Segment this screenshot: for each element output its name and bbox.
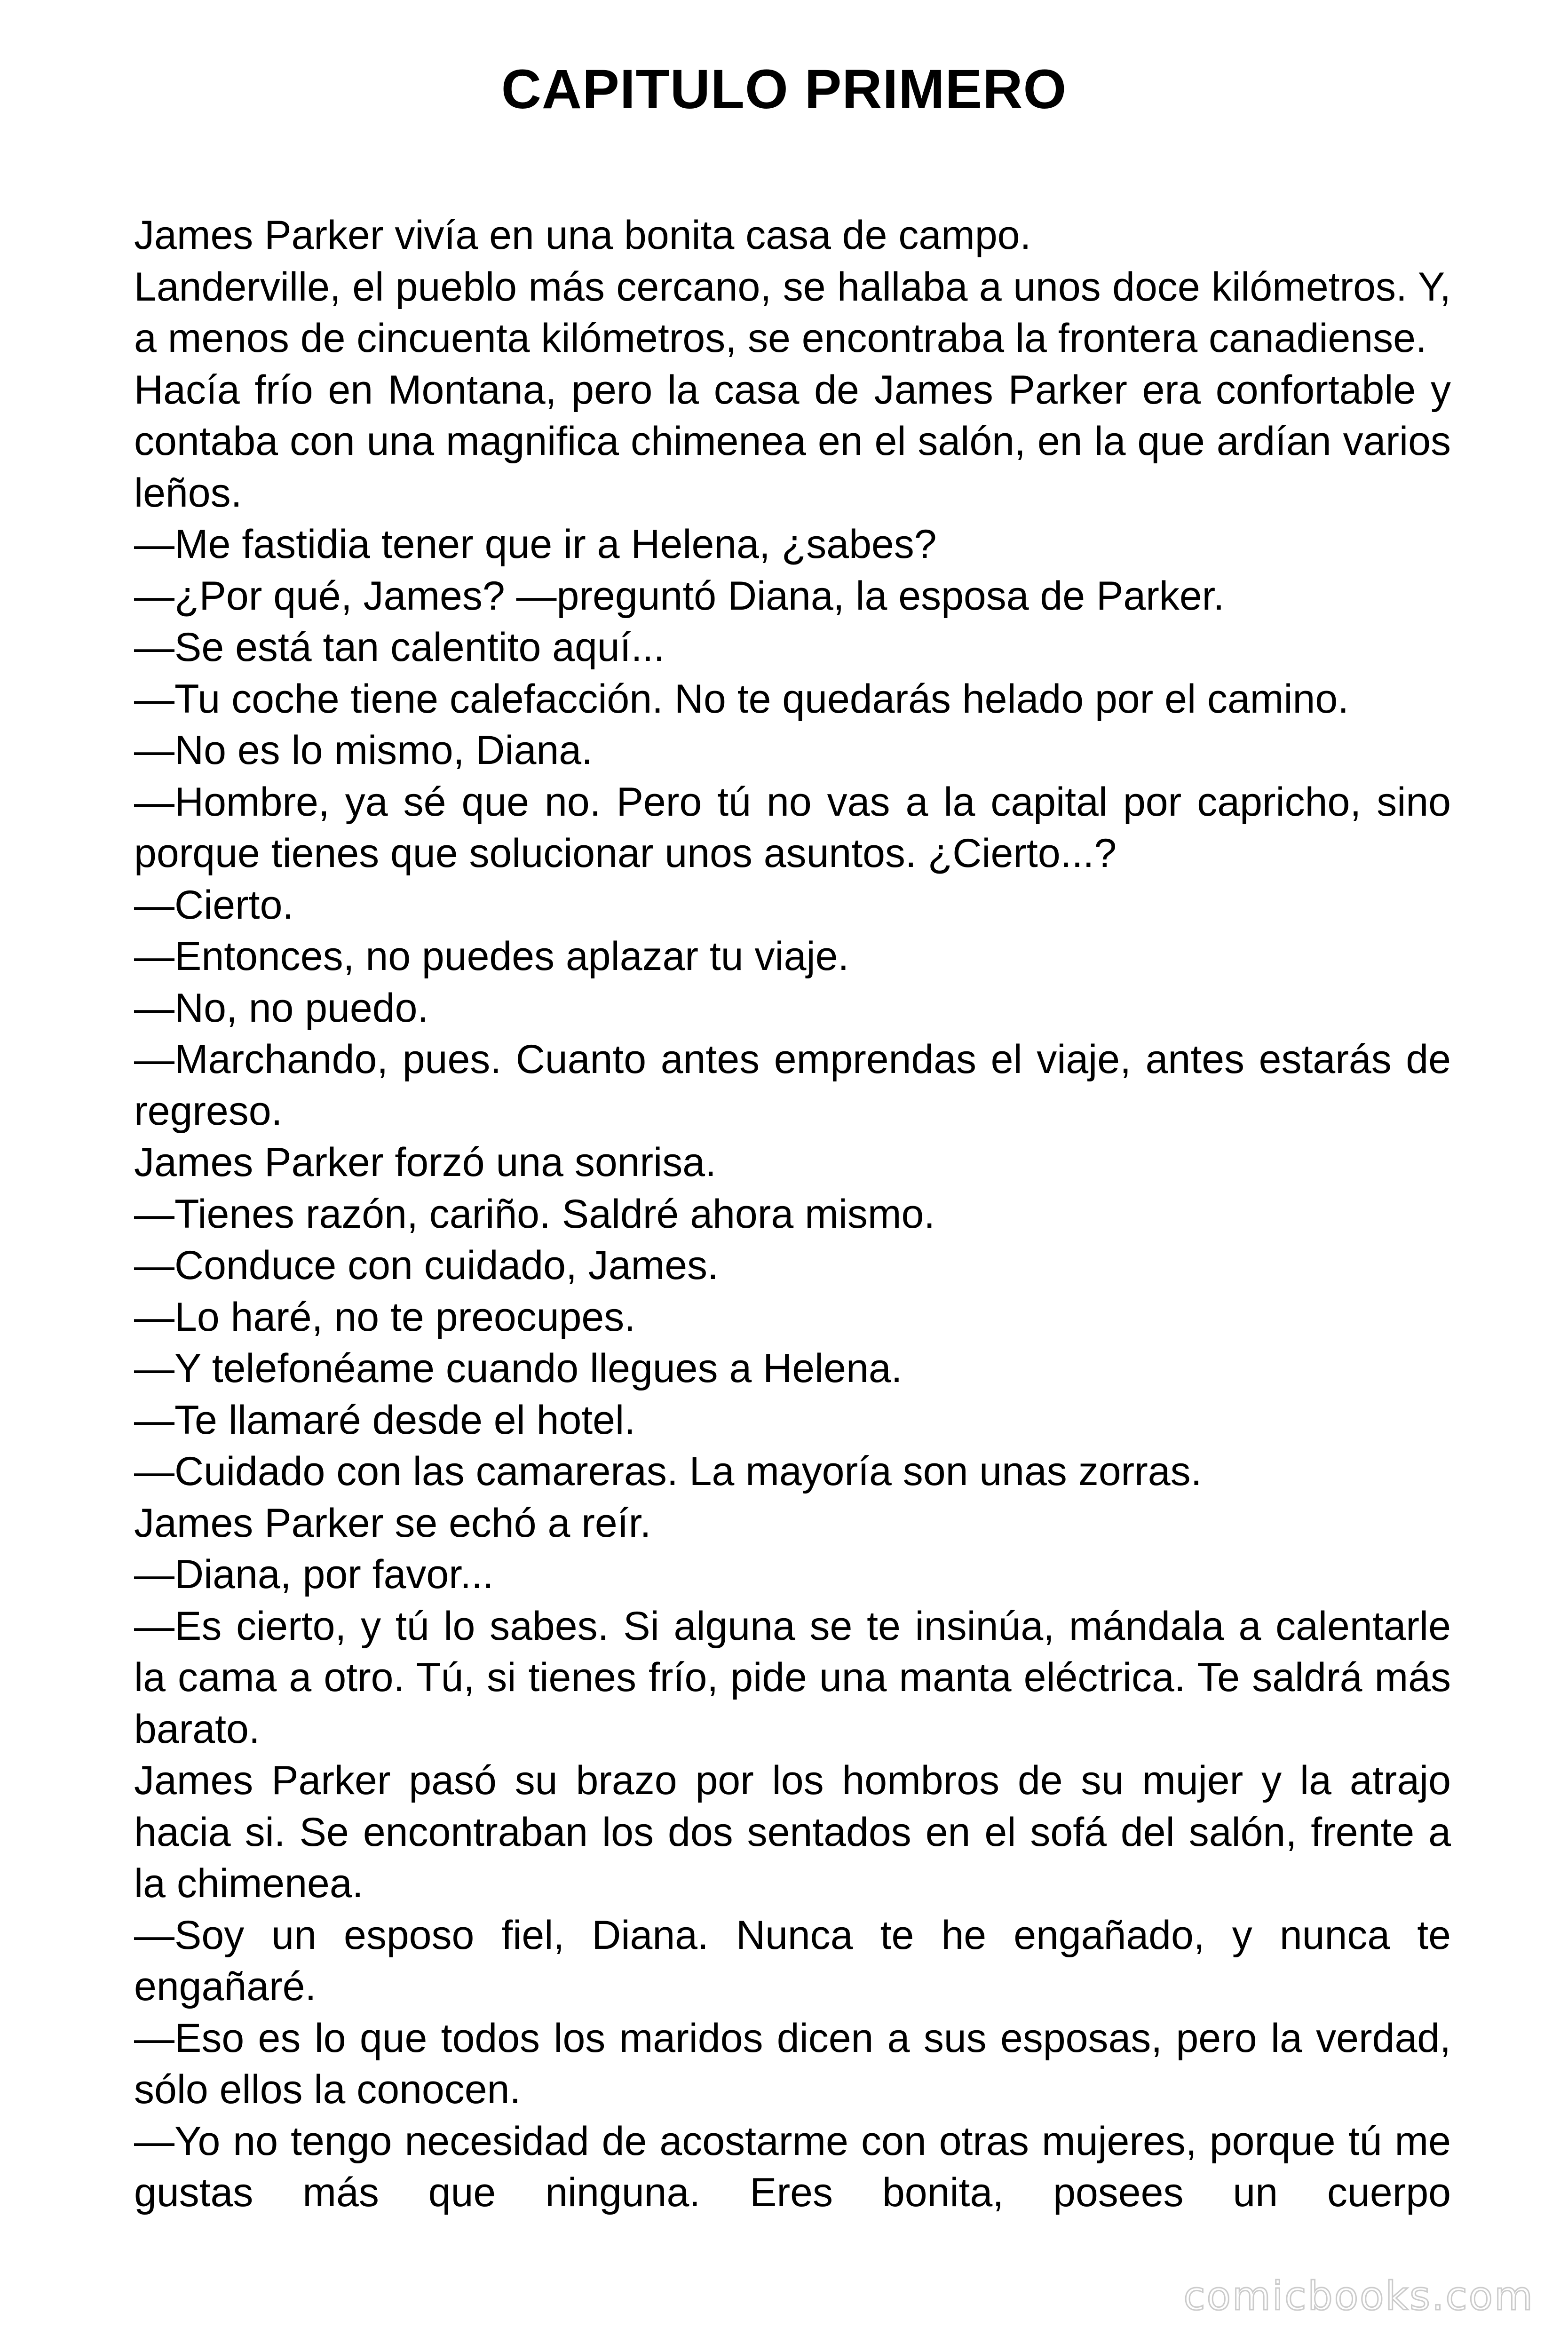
paragraph: —Soy un esposo fiel, Diana. Nunca te he engañado, y nunca te engañaré.	[134, 1912, 1451, 2009]
paragraph: —Y telefonéame cuando llegues a Helena.	[134, 1346, 903, 1391]
paragraph: —Conduce con cuidado, James.	[134, 1243, 719, 1288]
paragraph: Landerville, el pueblo más cercano, se hallaba a unos doce kilómetros. Y, a menos de cincuenta kilómetros, se encontraba la frontera canadiense.	[134, 264, 1451, 361]
paragraph: —Eso es lo que todos los maridos dicen a sus esposas, pero la verdad, sólo ellos la conocen.	[134, 2015, 1451, 2112]
paragraph: —No es lo mismo, Diana.	[134, 728, 593, 773]
paragraph: James Parker forzó una sonrisa.	[134, 1140, 716, 1185]
paragraph: —Cierto.	[134, 882, 294, 928]
paragraph: James Parker vivía en una bonita casa de campo.	[134, 213, 1031, 258]
paragraph: —Entonces, no puedes aplazar tu viaje.	[134, 934, 849, 979]
paragraph: —Yo no tengo necesidad de acostarme con otras mujeres, porque tú me gustas más que ninguna. Eres bonita, posees un cuerpo	[134, 2118, 1451, 2215]
paragraph: —Es cierto, y tú lo sabes. Si alguna se te insinúa, mándala a calentarle la cama a otro. Tú, si tienes frío, pide una manta eléctrica. Te saldrá más barato.	[134, 1603, 1451, 1752]
paragraph: James Parker se echó a reír.	[134, 1500, 651, 1546]
chapter-title: CAPITULO PRIMERO	[501, 58, 1067, 120]
paragraph: —Se está tan calentito aquí...	[134, 625, 665, 670]
paragraph: —Hombre, ya sé que no. Pero tú no vas a la capital por capricho, sino porque tienes que solucionar unos asuntos. ¿Cierto...?	[134, 779, 1451, 876]
paragraph: Hacía frío en Montana, pero la casa de James Parker era confortable y contaba con una magnifica chimenea en el salón, en la que ardían varios leños.	[134, 367, 1451, 516]
paragraph: —Diana, por favor...	[134, 1552, 494, 1597]
paragraph: —Tu coche tiene calefacción. No te quedarás helado por el camino.	[134, 676, 1349, 722]
paragraph: —Te llamaré desde el hotel.	[134, 1397, 636, 1443]
paragraph: James Parker pasó su brazo por los hombros de su mujer y la atrajo hacia si. Se encontraban los dos sentados en el sofá del salón, frente a la chimenea.	[134, 1758, 1451, 1906]
paragraph: —Lo haré, no te preocupes.	[134, 1294, 636, 1340]
chapter-body	[134, 210, 1451, 2219]
paragraph: —¿Por qué, James? —preguntó Diana, la esposa de Parker.	[134, 573, 1225, 619]
paragraph: —Cuidado con las camareras. La mayoría son unas zorras.	[134, 1449, 1202, 1494]
paragraph: —Tienes razón, cariño. Saldré ahora mismo.	[134, 1191, 935, 1237]
watermark: comicbooks.com	[1183, 2273, 1534, 2319]
paragraph: —Marchando, pues. Cuanto antes emprendas el viaje, antes estarás de regreso.	[134, 1037, 1451, 1134]
paragraph: —No, no puedo.	[134, 985, 429, 1031]
paragraph: —Me fastidia tener que ir a Helena, ¿sabes?	[134, 522, 937, 567]
